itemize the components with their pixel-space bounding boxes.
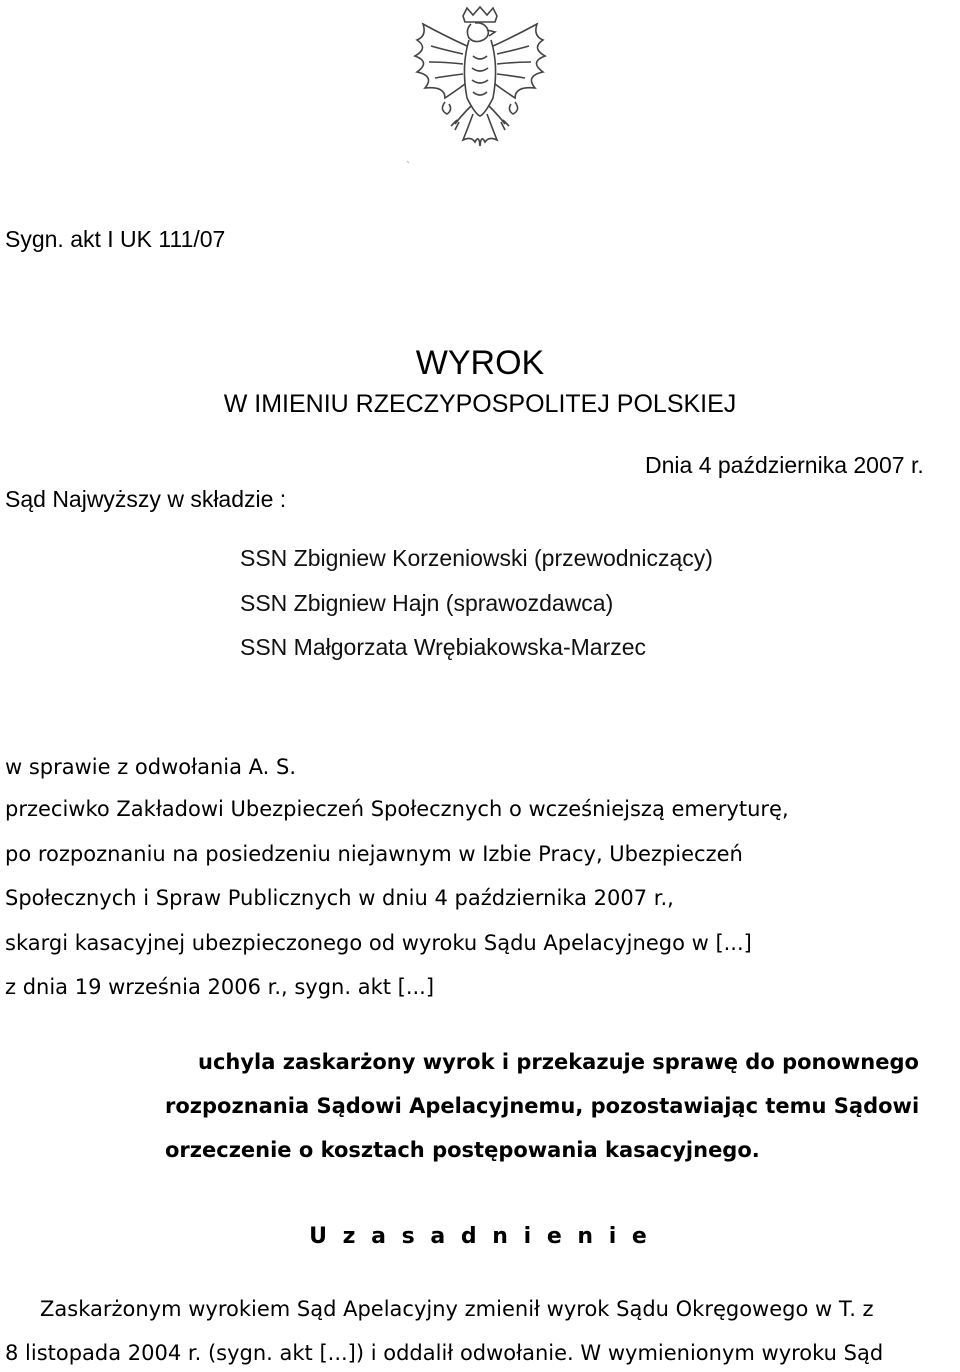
judge-rapporteur: SSN Zbigniew Hajn (sprawozdawca) [240,590,614,616]
decision-line: rozpoznania Sądowi Apelacyjnemu, pozostawiając temu Sądowi [165,1094,920,1118]
case-line: przeciwko Zakładowi Ubezpieczeń Społecznych o wcześniejszą emeryturę, [5,797,789,821]
case-signature: Sygn. akt I UK 111/07 [5,226,226,252]
polish-eagle-emblem [405,6,555,166]
case-line: skargi kasacyjnej ubezpieczonego od wyroku Sądu Apelacyjnego w [...] [5,931,752,955]
document-subtitle: W IMIENIU RZECZYPOSPOLITEJ POLSKIEJ [223,390,737,418]
document-title: WYROK [415,344,545,382]
case-line: w sprawie z odwołania A. S. [5,755,297,779]
case-line: po rozpoznaniu na posiedzeniu niejawnym w Izbie Pracy, Ubezpieczeń [5,842,743,866]
justification-line: 8 listopada 2004 r. (sygn. akt [...]) i oddalił odwołanie. W wymienionym wyroku Sąd [5,1341,884,1365]
decision-line: uchyla zaskarżony wyrok i przekazuje sprawę do ponownego [198,1050,919,1074]
judge-member: SSN Małgorzata Wrębiakowska-Marzec [240,634,647,660]
decision-line: orzeczenie o kosztach postępowania kasacyjnego. [165,1138,760,1162]
court-composition-label: Sąd Najwyższy w składzie : [5,486,287,512]
judgment-date: Dnia 4 października 2007 r. [645,452,924,478]
case-line: z dnia 19 września 2006 r., sygn. akt [...] [5,975,435,999]
justification-line: Zaskarżonym wyrokiem Sąd Apelacyjny zmienił wyrok Sądu Okręgowego w T. z [40,1297,874,1321]
justification-heading: U z a s a d n i e n i e [309,1224,651,1249]
case-line: Społecznych i Spraw Publicznych w dniu 4 października 2007 r., [5,886,674,910]
judge-presiding: SSN Zbigniew Korzeniowski (przewodniczący) [240,545,713,571]
